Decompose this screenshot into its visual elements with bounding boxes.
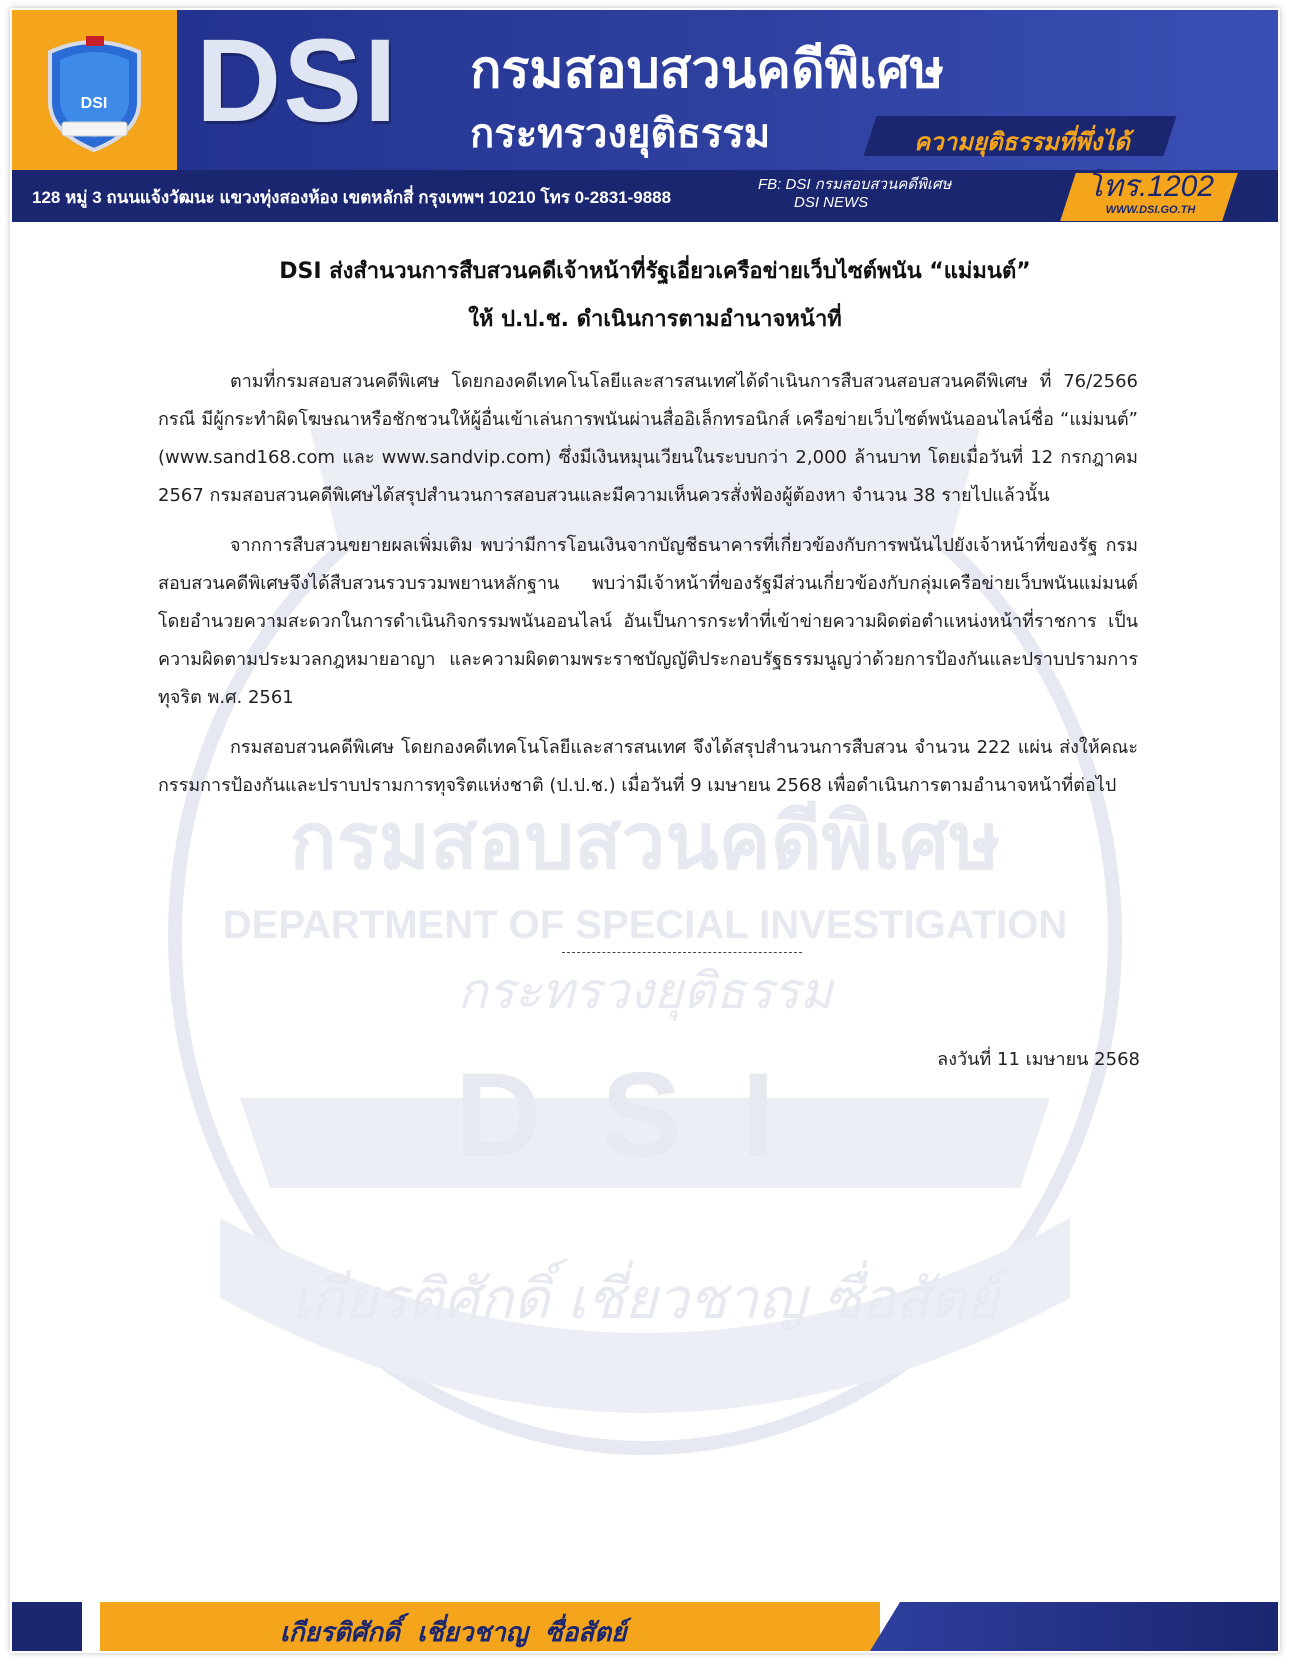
facebook-page: FB: DSI กรมสอบสวนคดีพิเศษ: [758, 176, 952, 193]
watermark-motto: เกียรติศักดิ์ เชี่ยวชาญ ซื่อสัตย์: [291, 1267, 999, 1332]
footer-left-block: [12, 1602, 82, 1651]
footer-motto: เกียรติศักดิ์ เชี่ยวชาญ ซื่อสัตย์: [280, 1617, 627, 1647]
facebook-news: DSI NEWS: [794, 194, 869, 211]
body-paragraph-2: จากการสืบสวนขยายผลเพิ่มเติม พบว่ามีการโอนเงินจากบัญชีธนาคารที่เกี่ยวข้องกับการพนันไปยังเจ้าหน้าที่ของรัฐ กรมสอบสวนคดีพิเศษจึงได้สืบสวนรวบรวมพยานหลักฐาน พบว่ามีเจ้าหน้าที่ของรัฐมีส่วนเกี่ยวข้องกับกลุ่มเครือข่ายเว็บพนันแม่มนต์ โดยอำนวยความสะดวกในการดำเนินกิจกรรมพนันออนไลน์ อันเป็นการกระทำที่เข้าข่ายความผิดต่อตำแหน่งหน้าที่ราชการ เป็นความผิดตามประมวลกฎหมายอาญา และความผิดตามพระราชบัญญัติประกอบรัฐธรรมนูญว่าด้วยการป้องกันและปราบปรามการทุจริต พ.ศ. 2561: [158, 535, 1138, 708]
ministry-name: กระทรวงยุติธรรม: [470, 112, 771, 156]
document-sheet: [10, 8, 1280, 1653]
hotline-number: โทร.1202: [1086, 170, 1215, 203]
watermark-ministry: กระทรวงยุติธรรม: [457, 962, 833, 1020]
press-release-headline: [70, 248, 1240, 344]
dsi-emblem-logo: [42, 32, 147, 152]
svg-text:DSI: DSI: [80, 95, 108, 112]
watermark-abbr: DSI: [454, 1048, 836, 1182]
logo-box: [12, 10, 177, 170]
website-url: WWW.DSI.GO.TH: [1105, 204, 1196, 216]
dsi-wordmark: DSI: [196, 15, 399, 147]
slogan-text: ความยุติธรรมที่พึ่งได้: [914, 129, 1130, 156]
headline-line-2: ให้ ป.ป.ช. ดำเนินการตามอำนาจหน้าที่: [468, 307, 842, 332]
office-address: 128 หมู่ 3 ถนนแจ้งวัฒนะ แขวงทุ่งสองห้อง เขตหลักสี่ กรุงเทพฯ 10210 โทร 0-2831-9888: [32, 188, 672, 207]
footer-right-block: [870, 1602, 1278, 1651]
signing-date: ลงวันที่ 11 เมษายน 2568: [937, 1049, 1140, 1070]
press-release-body: [158, 363, 1138, 817]
watermark-english-name: DEPARTMENT OF SPECIAL INVESTIGATION: [222, 903, 1068, 947]
body-paragraph-1: ตามที่กรมสอบสวนคดีพิเศษ โดยกองคดีเทคโนโลยีและสารสนเทศได้ดำเนินการสืบสวนสอบสวนคดีพิเศษ ที่ 76/2566 กรณี มีผู้กระทำผิดโฆษณาหรือชักชวนให้ผู้อื่นเข้าเล่นการพนันผ่านสื่ออิเล็กทรอนิกส์ เครือข่ายเว็บไซต์พนันออนไลน์ชื่อ “แม่มนต์” (www.sand168.com และ www.sandvip.com) ซึ่งมีเงินหมุนเวียนในระบบกว่า 2,000 ล้านบาท โดยเมื่อวันที่ 12 กรกฎาคม 2567 กรมสอบสวนคดีพิเศษได้สรุปสำนวนการสอบสวนและมีความเห็นควรสั่งฟ้องผู้ต้องหา จำนวน 38 รายไปแล้วนั้น: [158, 371, 1138, 506]
facebook-info: [758, 176, 951, 212]
department-name: กรมสอบสวนคดีพิเศษ: [470, 41, 945, 99]
watermark-thai-name: กรมสอบสวนคดีพิเศษ: [289, 797, 1001, 887]
body-paragraph-3: กรมสอบสวนคดีพิเศษ โดยกองคดีเทคโนโลยีและสารสนเทศ จึงได้สรุปสำนวนการสืบสวน จำนวน 222 แผ่น ส่งให้คณะกรรมการป้องกันและปราบปรามการทุจริตแห่งชาติ (ป.ป.ช.) เมื่อวันที่ 9 เมษายน 2568 เพื่อดำเนินการตามอำนาจหน้าที่ต่อไป: [158, 737, 1138, 796]
section-divider: [562, 952, 802, 953]
headline-line-1: DSI ส่งสำนวนการสืบสวนคดีเจ้าหน้าที่รัฐเอี่ยวเครือข่ายเว็บไซต์พนัน “แม่มนต์”: [279, 259, 1031, 284]
